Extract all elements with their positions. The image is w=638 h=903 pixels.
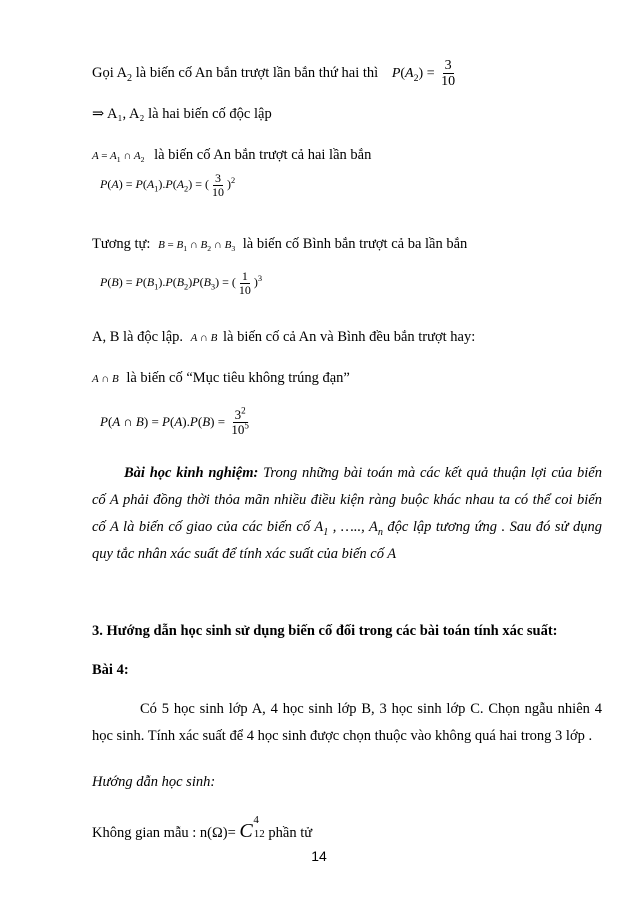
text-line-3: [92, 147, 371, 164]
problem-text: Có 5 học sinh lớp A, 4 học sinh lớp B, 3 học sinh lớp C. Chọn ngẫu nhiên 4 học sinh. Tính xác suất để 4 học sinh được chọn thuộc vào không quá hai trong 3 lớp .: [92, 701, 602, 744]
line1-sub: 2: [127, 73, 133, 84]
lesson-mid: , ….., A: [328, 519, 378, 535]
bai-4-heading: Bài 4:: [92, 662, 129, 678]
lesson-label: Bài học kinh nghiệm:: [124, 465, 259, 481]
guide-label: Hướng dẫn học sinh:: [92, 774, 216, 790]
line1-rest: là biến cố An bắn trượt lần bắn thứ hai thì: [132, 65, 379, 82]
text-line-8: [92, 370, 350, 387]
lesson-paragraph: [92, 460, 602, 568]
sample-space-text: Không gian mẫu : n(Ω)=: [92, 825, 236, 841]
formula-line-9: P(A ∩ B) = P(A).P(B) = $\frac{3^2}{10^5}$: [100, 405, 249, 438]
lesson-sub1: 1: [323, 526, 329, 538]
lesson-end: độc lập tương ứng . Sau đó sử dụng quy tắc nhân xác suất để tính xác suất của biến cố A: [92, 519, 602, 562]
line5-rest: là biến cố Bình bắn trượt cả ba lần bắn: [239, 236, 468, 252]
line1-text: Gọi A: [92, 65, 128, 82]
formula-combination: C 4 12: [239, 814, 265, 842]
lesson-body: Trong những bài toán mà các kết quả thuận lợi của biến cố A phải đồng thời thỏa mãn nhiều điều kiện ràng buộc khác nhau ta có thể coi biến cố A là biến cố giao của các biến cố A: [92, 465, 602, 535]
line7-rest: là biến cố cả An và Bình đều bắn trượt hay:: [219, 329, 476, 345]
line3-text: là biến cố An bắn trượt cả hai lần bắn: [150, 147, 372, 163]
sample-space-rest: phần tử: [264, 825, 313, 841]
text-line-1: [92, 58, 458, 90]
text-line-7: [92, 329, 475, 346]
formula-p-a2: $P(A_2)$ = $\frac{3}{10}$: [391, 58, 456, 90]
text-line-5: [92, 236, 467, 253]
problem-paragraph: [92, 696, 602, 750]
text-line-2: ⇒ A₁, A₂ là hai biến cố độc lập: [92, 106, 272, 122]
lesson-subn: n: [377, 526, 383, 538]
line7-text: A, B là độc lập.: [92, 329, 184, 345]
line8-text: là biến cố “Mục tiêu không trúng đạn”: [122, 370, 350, 386]
section-3-heading: 3. Hướng dẫn học sinh sử dụng biến cố đối trong các bài toán tính xác suất:: [92, 623, 558, 639]
formula-line-4: $P(A) = P(A_1).P(A_2)$ = ( $\frac{3}{10}$ )$^2$: [100, 171, 236, 200]
formula-line-6: $P(B) = P(B_1).P(B_2)P(B_3)$ = ( $\frac{1}{10}$ )$^3$: [100, 269, 263, 298]
page-number: 14: [311, 848, 327, 864]
formula-b-intersect: $B = B_1$ ∩ $B_2$ ∩ $B_3$: [158, 239, 236, 254]
formula-a-cap-b-2: A ∩ B: [92, 373, 119, 385]
sample-space-line: [92, 814, 313, 843]
formula-a-cap-b: A ∩ B: [190, 332, 218, 344]
line5-text: Tương tự:: [92, 236, 151, 252]
formula-a-intersect: $A = A_1$ ∩ $A_2$: [92, 150, 145, 165]
